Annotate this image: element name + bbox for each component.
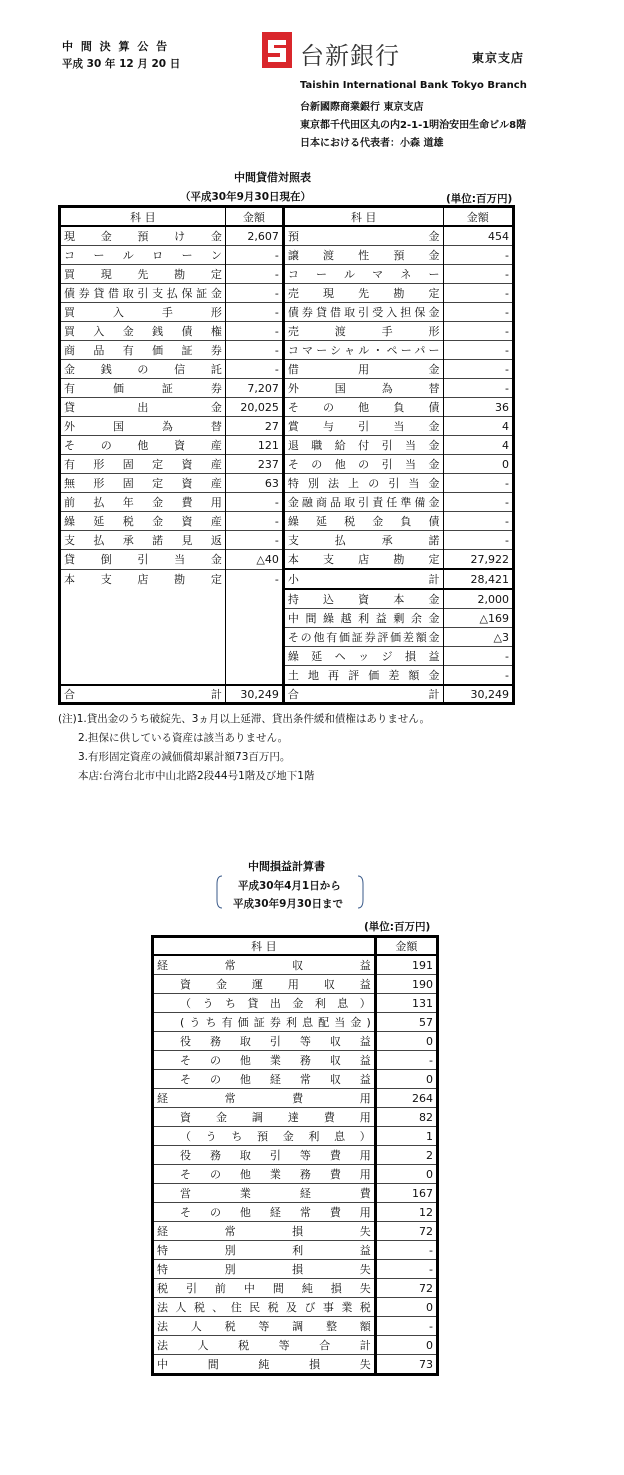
column-header-item: 科 目 <box>153 937 376 956</box>
liability-label: 繰延ヘッジ損益 <box>283 647 443 666</box>
liability-label: 金融商品取引責任準備金 <box>283 493 443 512</box>
bank-logo-text: 台新銀行 <box>300 42 400 70</box>
table-row <box>60 493 514 512</box>
table-row <box>60 569 514 589</box>
asset-amount: - <box>225 322 283 341</box>
balance-sheet-period: （平成30年9月30日現在） <box>180 191 312 203</box>
taishin-logo-icon <box>262 32 292 68</box>
asset-label: コールローン <box>60 246 226 265</box>
income-item-label: 経常費用 <box>153 1089 376 1108</box>
table-row <box>60 589 514 609</box>
representative: 日本における代表者：小森 道雄 <box>300 138 444 149</box>
income-item-amount: 72 <box>375 1222 437 1241</box>
asset-label: 貸出金 <box>60 398 226 417</box>
liability-amount: 4 <box>443 436 514 455</box>
income-item-label: 法人税等調整額 <box>153 1317 376 1336</box>
income-item-label: その他業務収益 <box>153 1051 376 1070</box>
income-item-label: その他業務費用 <box>153 1165 376 1184</box>
total-amount: 30,249 <box>225 685 283 704</box>
table-row <box>153 1298 438 1317</box>
income-item-amount: 190 <box>375 975 437 994</box>
table-row <box>153 1336 438 1355</box>
liability-label: 退職給付引当金 <box>283 436 443 455</box>
table-row <box>153 1279 438 1298</box>
asset-amount: - <box>225 531 283 550</box>
table-row <box>60 360 514 379</box>
table-row <box>60 531 514 550</box>
note-1: (注)1.貸出金のうち破綻先、3ヵ月以上延滞、貸出条件緩和債権はありません。 <box>58 713 431 725</box>
liability-amount: - <box>443 303 514 322</box>
liability-label: その他負債 <box>283 398 443 417</box>
asset-amount: 7,207 <box>225 379 283 398</box>
income-item-amount: 73 <box>375 1355 437 1375</box>
asset-label: 債券貸借取引支払保証金 <box>60 284 226 303</box>
income-item-amount: 191 <box>375 955 437 975</box>
income-item-amount: - <box>375 1241 437 1260</box>
table-row <box>153 1089 438 1108</box>
liability-label: 外国為替 <box>283 379 443 398</box>
column-header-amount: 金額 <box>225 207 283 227</box>
asset-amount: 63 <box>225 474 283 493</box>
income-item-label: 法人税等合計 <box>153 1336 376 1355</box>
table-row <box>153 1146 438 1165</box>
income-item-amount: - <box>375 1051 437 1070</box>
table-row <box>60 303 514 322</box>
note-3: 3.有形固定資産の減価償却累計額73百万円。 <box>78 751 291 763</box>
asset-amount: - <box>225 360 283 379</box>
income-statement-table <box>151 935 439 1376</box>
income-item-label: 中間純損失 <box>153 1355 376 1375</box>
income-item-label: 営業経費 <box>153 1184 376 1203</box>
liability-label: その他有価証券評価差額金 <box>283 628 443 647</box>
asset-amount: - <box>225 512 283 531</box>
liability-label: 中間繰越利益剰余金 <box>283 609 443 628</box>
table-row <box>153 975 438 994</box>
table-row <box>60 341 514 360</box>
income-period-from: 平成30年4月1日から <box>238 880 341 892</box>
table-row <box>60 647 514 666</box>
liability-amount: - <box>443 341 514 360</box>
table-row <box>60 666 514 686</box>
asset-label: その他資産 <box>60 436 226 455</box>
asset-amount: △40 <box>225 550 283 570</box>
balance-sheet-title: 中間貸借対照表 <box>234 171 311 184</box>
asset-label: 無形固定資産 <box>60 474 226 493</box>
table-row <box>60 246 514 265</box>
liability-amount: - <box>443 265 514 284</box>
income-item-amount: 72 <box>375 1279 437 1298</box>
liability-label: 預金 <box>283 226 443 246</box>
income-item-amount: 0 <box>375 1070 437 1089</box>
liability-amount: △169 <box>443 609 514 628</box>
table-row <box>60 226 514 246</box>
table-row <box>60 550 514 570</box>
note-2: 2.担保に供している資産は該当ありません。 <box>78 732 289 744</box>
column-header-amount: 金額 <box>443 207 514 227</box>
income-item-amount: 0 <box>375 1032 437 1051</box>
asset-amount: - <box>225 246 283 265</box>
table-row <box>60 398 514 417</box>
table-row <box>153 1203 438 1222</box>
japanese-name: 台新國際商業銀行 東京支店 <box>300 102 424 113</box>
subtotal-amount: 28,421 <box>443 569 514 589</box>
asset-amount: 27 <box>225 417 283 436</box>
balance-sheet-unit: (単位:百万円) <box>446 193 513 205</box>
liability-amount: 27,922 <box>443 550 514 570</box>
liability-amount: - <box>443 512 514 531</box>
asset-label: 買入手形 <box>60 303 226 322</box>
liability-label: 売渡手形 <box>283 322 443 341</box>
income-item-amount: 167 <box>375 1184 437 1203</box>
liability-amount: - <box>443 474 514 493</box>
income-item-label: 法人税、住民税及び事業税 <box>153 1298 376 1317</box>
liability-amount: - <box>443 647 514 666</box>
liability-label: 譲渡性預金 <box>283 246 443 265</box>
asset-label: 買入金銭債権 <box>60 322 226 341</box>
income-statement-title: 中間損益計算書 <box>248 860 325 873</box>
asset-label: 本支店勘定 <box>60 569 226 589</box>
asset-label: 商品有価証券 <box>60 341 226 360</box>
table-row <box>153 1317 438 1336</box>
income-item-amount: 0 <box>375 1165 437 1184</box>
liability-label: 本支店勘定 <box>283 550 443 570</box>
liability-amount: 2,000 <box>443 589 514 609</box>
table-row <box>60 609 514 628</box>
income-item-label: 特別利益 <box>153 1241 376 1260</box>
announcement-title: 中 間 決 算 公 告 <box>62 40 170 53</box>
table-row <box>153 1241 438 1260</box>
table-row <box>153 1051 438 1070</box>
income-item-label: （うち預金利息） <box>153 1127 376 1146</box>
income-item-label: 役務取引等収益 <box>153 1032 376 1051</box>
liability-amount: 4 <box>443 417 514 436</box>
asset-label: 有形固定資産 <box>60 455 226 474</box>
asset-amount: - <box>225 341 283 360</box>
column-header-amount: 金額 <box>375 937 437 956</box>
liability-label: 売現先勘定 <box>283 284 443 303</box>
income-item-amount: 2 <box>375 1146 437 1165</box>
liability-label: 特別法上の引当金 <box>283 474 443 493</box>
income-item-label: 経常損失 <box>153 1222 376 1241</box>
asset-amount: - <box>225 284 283 303</box>
table-row <box>153 955 438 975</box>
income-item-amount: 12 <box>375 1203 437 1222</box>
income-item-label: 資金運用収益 <box>153 975 376 994</box>
income-item-label: 特別損失 <box>153 1260 376 1279</box>
table-row <box>60 265 514 284</box>
asset-amount: 237 <box>225 455 283 474</box>
empty-cell <box>60 609 226 628</box>
liability-label: 繰延税金負債 <box>283 512 443 531</box>
income-item-label: （うち貸出金利息） <box>153 994 376 1013</box>
table-row <box>153 1108 438 1127</box>
income-item-amount: - <box>375 1260 437 1279</box>
announcement-date: 平成 30 年 12 月 20 日 <box>62 58 181 70</box>
liability-label: 賞与引当金 <box>283 417 443 436</box>
asset-label: 金銭の信託 <box>60 360 226 379</box>
asset-label: 繰延税金資産 <box>60 512 226 531</box>
branch-name: 東京支店 <box>472 51 525 65</box>
table-row <box>153 1127 438 1146</box>
asset-amount: - <box>225 493 283 512</box>
liability-amount: - <box>443 284 514 303</box>
total-amount: 30,249 <box>443 685 514 704</box>
liability-amount: - <box>443 360 514 379</box>
asset-label: 買現先勘定 <box>60 265 226 284</box>
income-item-amount: 0 <box>375 1336 437 1355</box>
asset-amount: - <box>225 303 283 322</box>
table-row <box>60 284 514 303</box>
empty-cell <box>60 647 226 666</box>
liability-amount: 454 <box>443 226 514 246</box>
income-period-to: 平成30年9月30日まで <box>233 898 344 910</box>
liability-label: 支払承諾 <box>283 531 443 550</box>
asset-amount: 2,607 <box>225 226 283 246</box>
table-row <box>60 628 514 647</box>
liability-label: 持込資本金 <box>283 589 443 609</box>
income-item-amount: 1 <box>375 1127 437 1146</box>
table-header-row <box>60 207 514 227</box>
liability-amount: - <box>443 379 514 398</box>
asset-label: 前払年金費用 <box>60 493 226 512</box>
income-item-amount: 0 <box>375 1298 437 1317</box>
table-row <box>153 1184 438 1203</box>
liability-amount: 0 <box>443 455 514 474</box>
liability-label: 借用金 <box>283 360 443 379</box>
liability-amount: - <box>443 531 514 550</box>
table-row <box>60 417 514 436</box>
asset-label: 外国為替 <box>60 417 226 436</box>
total-label: 合計 <box>60 685 226 704</box>
empty-cell <box>60 628 226 647</box>
column-header-item: 科 目 <box>283 207 443 227</box>
table-row <box>153 1355 438 1375</box>
table-row <box>60 322 514 341</box>
table-row <box>153 1070 438 1089</box>
liability-label: その他の引当金 <box>283 455 443 474</box>
table-row <box>153 1032 438 1051</box>
liability-amount: - <box>443 322 514 341</box>
asset-label: 支払承諾見返 <box>60 531 226 550</box>
income-item-amount: 131 <box>375 994 437 1013</box>
liability-amount: - <box>443 493 514 512</box>
income-item-amount: 82 <box>375 1108 437 1127</box>
asset-amount: - <box>225 265 283 284</box>
empty-cell <box>225 589 283 609</box>
liability-label: 債券貸借取引受入担保金 <box>283 303 443 322</box>
income-item-label: 経常収益 <box>153 955 376 975</box>
empty-cell <box>225 666 283 686</box>
empty-cell <box>60 589 226 609</box>
income-item-amount: - <box>375 1317 437 1336</box>
table-row <box>153 1165 438 1184</box>
asset-label: 貸倒引当金 <box>60 550 226 570</box>
table-row <box>60 379 514 398</box>
asset-amount: 121 <box>225 436 283 455</box>
total-label: 合計 <box>283 685 443 704</box>
liability-amount: - <box>443 666 514 686</box>
table-row <box>153 1013 438 1032</box>
table-row <box>60 455 514 474</box>
income-item-label: (うち有価証券利息配当金) <box>153 1013 376 1032</box>
column-header-item: 科 目 <box>60 207 226 227</box>
income-item-label: 役務取引等費用 <box>153 1146 376 1165</box>
income-item-label: 税引前中間純損失 <box>153 1279 376 1298</box>
table-row <box>153 1222 438 1241</box>
income-item-amount: 264 <box>375 1089 437 1108</box>
liability-label: 土地再評価差額金 <box>283 666 443 686</box>
liability-label: コールマネー <box>283 265 443 284</box>
asset-label: 現金預け金 <box>60 226 226 246</box>
empty-cell <box>60 666 226 686</box>
note-headoffice: 本店:台湾台北市中山北路2段44号1階及び地下1階 <box>78 770 315 782</box>
income-item-amount: 57 <box>375 1013 437 1032</box>
table-row <box>60 512 514 531</box>
table-row <box>60 474 514 493</box>
asset-label: 有価証券 <box>60 379 226 398</box>
subtotal-label: 小計 <box>283 569 443 589</box>
empty-cell <box>225 628 283 647</box>
table-row <box>60 436 514 455</box>
empty-cell <box>225 609 283 628</box>
table-row <box>153 994 438 1013</box>
liability-label: コマーシャル・ペーパー <box>283 341 443 360</box>
english-name: Taishin International Bank Tokyo Branch <box>300 80 527 91</box>
liability-amount: 36 <box>443 398 514 417</box>
empty-cell <box>225 647 283 666</box>
total-row <box>60 685 514 704</box>
income-unit: (単位:百万円) <box>364 921 431 933</box>
income-item-label: その他経常収益 <box>153 1070 376 1089</box>
address: 東京都千代田区丸の内2-1-1明治安田生命ビル8階 <box>300 120 527 131</box>
income-item-label: 資金調達費用 <box>153 1108 376 1127</box>
table-header-row <box>153 937 438 956</box>
asset-amount: - <box>225 569 283 589</box>
table-row <box>153 1260 438 1279</box>
liability-amount: - <box>443 246 514 265</box>
balance-sheet-table <box>58 205 515 705</box>
liability-amount: △3 <box>443 628 514 647</box>
income-item-label: その他経常費用 <box>153 1203 376 1222</box>
asset-amount: 20,025 <box>225 398 283 417</box>
